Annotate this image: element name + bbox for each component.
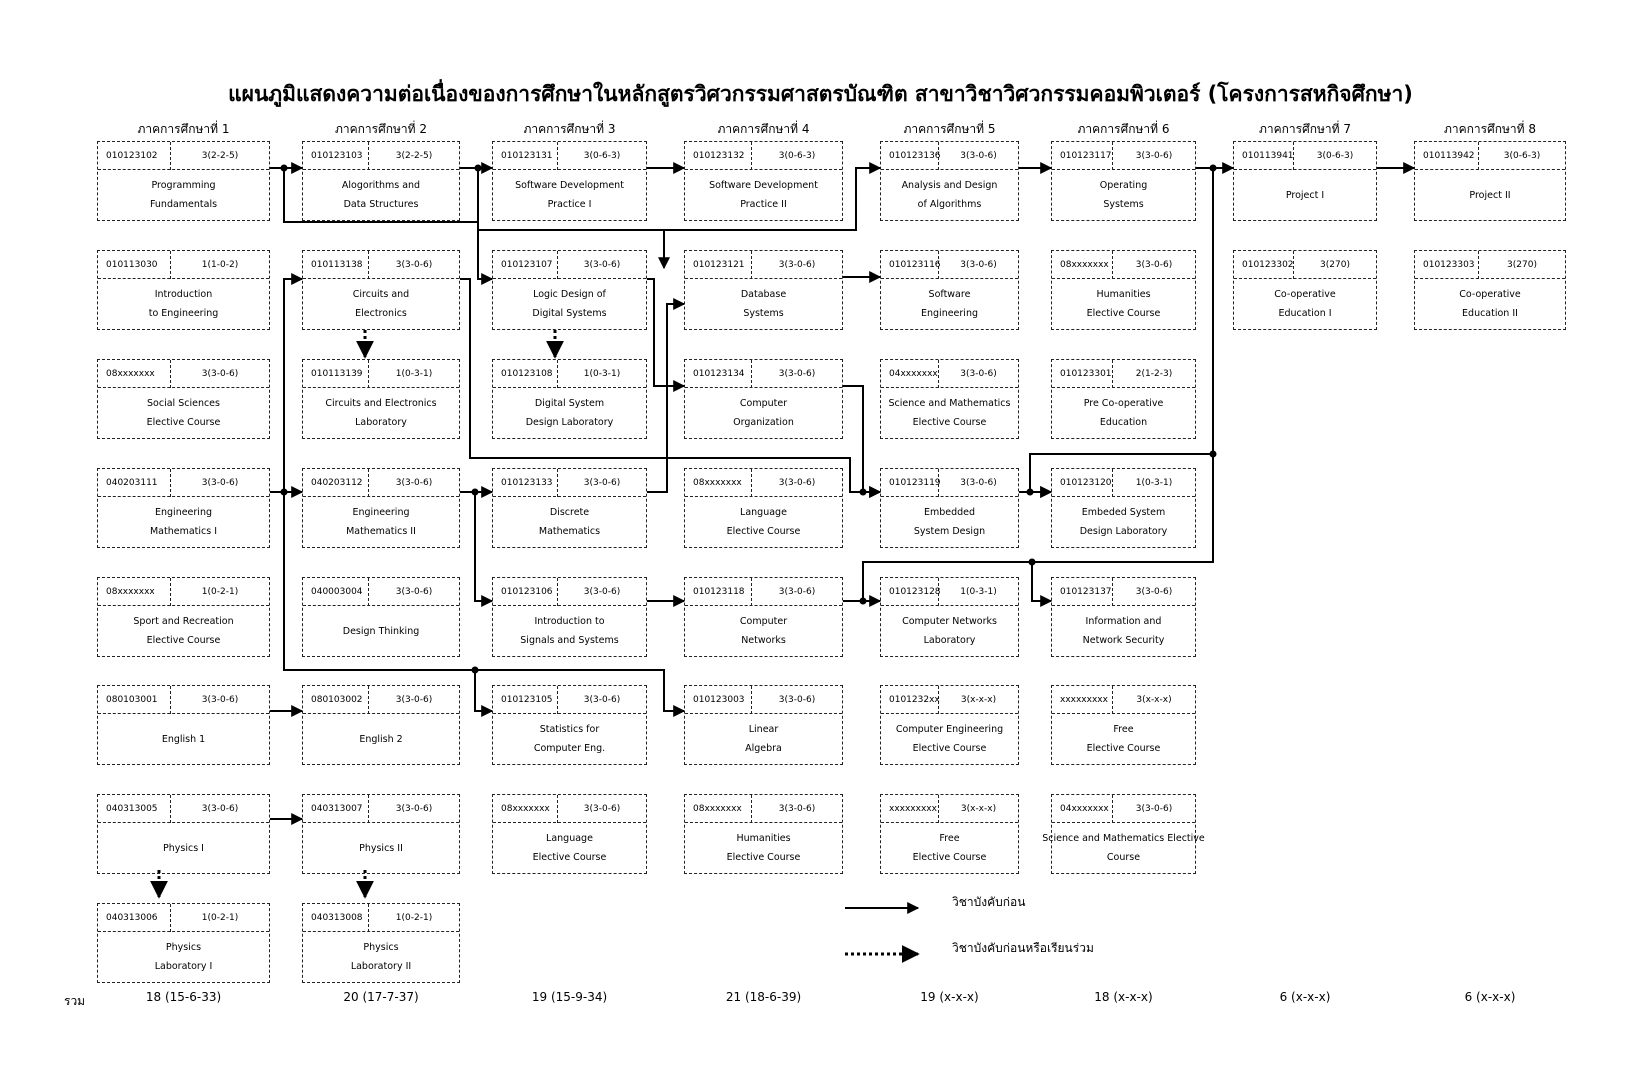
course-name-line: Laboratory xyxy=(923,635,976,646)
course-code: 0101232xx xyxy=(881,686,939,714)
course-name-line: Software Development xyxy=(515,180,624,191)
course-code: 040203111 xyxy=(98,469,171,497)
course-name-line: Co-operative xyxy=(1274,289,1336,300)
course-credits: 3(0-6-3) xyxy=(1316,151,1354,161)
junction-dot xyxy=(860,598,867,605)
course-name-line: Co-operative xyxy=(1459,289,1521,300)
course-credits: 3(3-0-6) xyxy=(960,260,997,270)
course-name-line: Free xyxy=(1113,724,1134,735)
course-code: 080103002 xyxy=(303,686,369,714)
course-credits: 3(3-0-6) xyxy=(395,804,433,814)
course-name-line: Signals and Systems xyxy=(520,635,619,646)
course-code: 010123134 xyxy=(685,360,752,388)
course-name-line: Elective Course xyxy=(146,417,221,428)
junction-dot xyxy=(1210,451,1217,458)
semester-total-1: 18 (15-6-33) xyxy=(145,990,222,1004)
arrow-org-to-embedded xyxy=(843,386,880,492)
junction-dot xyxy=(281,165,288,172)
course-name-line: Software Development xyxy=(709,180,818,191)
course-name-line: Alogorithms and xyxy=(341,180,421,191)
course-code: 08xxxxxxx xyxy=(685,469,752,497)
arrow-os-to-embedlab xyxy=(1030,168,1213,492)
course-name-line: Data Structures xyxy=(343,199,419,210)
course-name-line: Language xyxy=(546,833,593,844)
course-name-line: Elective Course xyxy=(912,852,987,863)
course-code: 080103001 xyxy=(98,686,171,714)
course-name-line: Linear xyxy=(748,724,779,735)
course-code: 010113138 xyxy=(303,251,369,279)
course-name-line: Network Security xyxy=(1082,635,1165,646)
course-code: xxxxxxxxx xyxy=(1052,686,1113,714)
course-name-line: Physics I xyxy=(163,842,204,854)
course-code: 010123131 xyxy=(493,142,558,170)
course-name-line: Practice II xyxy=(740,199,787,210)
course-credits: 1(0-2-1) xyxy=(395,913,433,923)
course-code: 040203112 xyxy=(303,469,369,497)
course-code: 010123128 xyxy=(881,578,939,606)
course-code: 010123108 xyxy=(493,360,558,388)
course-credits: 3(3-0-6) xyxy=(395,695,433,705)
course-code: 010123133 xyxy=(493,469,558,497)
course-name-line: Physics xyxy=(165,942,202,953)
course-credits: 1(0-2-1) xyxy=(201,587,239,597)
course-credits: 3(2-2-5) xyxy=(395,151,433,161)
course-code: 010123107 xyxy=(493,251,558,279)
course-code: 010113139 xyxy=(303,360,369,388)
semester-header-4: ภาคการศึกษาที่ 4 xyxy=(717,122,810,136)
course-credits: 1(0-3-1) xyxy=(583,369,621,379)
course-code: 040003004 xyxy=(303,578,369,606)
course-credits: 3(3-0-6) xyxy=(395,260,433,270)
course-credits: 3(0-6-3) xyxy=(1503,151,1541,161)
course-credits: 3(3-0-6) xyxy=(778,587,816,597)
course-code: 010123137 xyxy=(1052,578,1113,606)
junction-dot xyxy=(281,489,288,496)
course-credits: 3(3-0-6) xyxy=(960,478,997,488)
junction-dot xyxy=(1027,489,1034,496)
course-credits: 3(270) xyxy=(1320,260,1350,270)
course-credits: 3(x-x-x) xyxy=(960,695,997,705)
course-name-line: Digital System xyxy=(534,398,605,409)
totals-label: รวม xyxy=(64,994,86,1008)
course-code: 010123117 xyxy=(1052,142,1113,170)
course-code: 010113941 xyxy=(1234,142,1294,170)
course-credits: 3(0-6-3) xyxy=(583,151,621,161)
course-code: 010123302 xyxy=(1234,251,1294,279)
course-name-line: Elective Course xyxy=(726,852,801,863)
course-credits: 3(2-2-5) xyxy=(201,151,239,161)
course-credits: 3(3-0-6) xyxy=(201,804,239,814)
course-credits: 3(3-0-6) xyxy=(1135,804,1173,814)
course-credits: 3(0-6-3) xyxy=(778,151,816,161)
course-name-line: Introduction to xyxy=(534,616,605,627)
course-name-line: Laboratory xyxy=(355,417,407,428)
semester-total-4: 21 (18-6-39) xyxy=(725,990,802,1004)
course-name-line: Mathematics II xyxy=(346,526,416,537)
course-credits: 2(1-2-3) xyxy=(1135,369,1173,379)
course-code: 010123105 xyxy=(493,686,558,714)
course-name-line: Algebra xyxy=(745,743,782,754)
semester-header-3: ภาคการศึกษาที่ 3 xyxy=(523,122,616,136)
course-name-line: Project I xyxy=(1285,189,1325,201)
semester-header-6: ภาคการศึกษาที่ 6 xyxy=(1077,122,1170,136)
course-name-line: Mathematics xyxy=(538,526,601,537)
course-name-line: Course xyxy=(1106,852,1141,863)
course-credits: 3(3-0-6) xyxy=(395,587,433,597)
course-name-line: Logic Design of xyxy=(533,289,606,300)
course-code: 010123102 xyxy=(98,142,171,170)
course-code: 040313006 xyxy=(98,904,171,932)
course-name-line: Digital Systems xyxy=(532,308,607,319)
semester-header-2: ภาคการศึกษาที่ 2 xyxy=(334,122,427,136)
semester-total-6: 18 (x-x-x) xyxy=(1094,990,1153,1004)
course-name-line: Organization xyxy=(733,417,794,428)
course-credits: 3(3-0-6) xyxy=(201,369,239,379)
course-name-line: Computer xyxy=(739,616,788,627)
course-code: xxxxxxxxx xyxy=(881,795,939,823)
course-name-line: Mathematics I xyxy=(149,526,218,537)
course-name-line: Education I xyxy=(1278,308,1332,319)
arrow-os-to-infosec xyxy=(1032,454,1213,601)
arrow-em2-to-signals xyxy=(475,492,492,601)
course-code: 010113030 xyxy=(98,251,171,279)
course-code: 010123301 xyxy=(1052,360,1113,388)
course-credits: 3(3-0-6) xyxy=(583,695,621,705)
course-code: 04xxxxxxx xyxy=(881,360,939,388)
course-credits: 1(0-3-1) xyxy=(395,369,433,379)
course-name-line: Laboratory I xyxy=(154,961,213,972)
course-credits: 3(3-0-6) xyxy=(201,695,239,705)
course-name-line: Physics xyxy=(363,942,399,953)
course-name-line: Elective Course xyxy=(1086,308,1161,319)
course-code: 010113942 xyxy=(1415,142,1479,170)
course-code: 010123103 xyxy=(303,142,369,170)
semester-total-7: 6 (x-x-x) xyxy=(1279,990,1331,1004)
course-code: 010123116 xyxy=(881,251,939,279)
course-name-line: Education xyxy=(1099,417,1148,428)
arrow-sd2-to-analysis xyxy=(478,168,880,230)
junction-dot xyxy=(1029,559,1036,566)
course-code: 04xxxxxxx xyxy=(1052,795,1113,823)
arrow-netlab-branch xyxy=(863,562,1032,601)
course-name-line: Programming xyxy=(151,180,216,191)
course-name-line: Laboratory II xyxy=(350,961,412,972)
junction-dot xyxy=(472,667,479,674)
course-name-line: Database xyxy=(740,289,787,300)
course-credits: 3(3-0-6) xyxy=(583,260,621,270)
semester-total-3: 19 (15-9-34) xyxy=(531,990,608,1004)
legend-solid-label: วิชาบังคับก่อน xyxy=(952,895,1026,909)
course-name-line: Project II xyxy=(1469,189,1511,201)
junction-dot xyxy=(472,489,479,496)
course-name-line: Embeded System xyxy=(1081,507,1166,518)
course-name-line: Engineering xyxy=(155,507,212,518)
course-code: 040313007 xyxy=(303,795,369,823)
course-code: 010123121 xyxy=(685,251,752,279)
course-name-line: Embedded xyxy=(923,507,976,518)
course-name-line: System Design xyxy=(913,526,986,537)
course-code: 010123106 xyxy=(493,578,558,606)
course-name-line: Design Thinking xyxy=(342,625,420,637)
course-name-line: Computer Engineering xyxy=(895,724,1004,735)
course-name-line: Humanities xyxy=(1096,289,1151,300)
course-name-line: Fundamentals xyxy=(149,199,218,210)
course-name-line: Systems xyxy=(1103,199,1144,210)
course-name-line: English 1 xyxy=(161,733,206,745)
chart-title: แผนภูมิแสดงความต่อเนื่องของการศึกษาในหลักสูตรวิศวกรรมศาสตรบัณฑิต สาขาวิชาวิศวกรรมคอมพิวเตอร์ (โครงการสหกิจศึกษา) xyxy=(228,82,1413,106)
course-code: 08xxxxxxx xyxy=(1052,251,1113,279)
course-code: 040313008 xyxy=(303,904,369,932)
course-credits: 3(3-0-6) xyxy=(960,369,997,379)
course-name-line: Social Sciences xyxy=(147,398,220,409)
course-credits: 3(3-0-6) xyxy=(1135,587,1173,597)
course-name-line: Analysis and Design xyxy=(901,180,998,191)
semester-total-8: 6 (x-x-x) xyxy=(1464,990,1516,1004)
semester-header-5: ภาคการศึกษาที่ 5 xyxy=(903,122,996,136)
course-code: 010123118 xyxy=(685,578,752,606)
course-credits: 3(3-0-6) xyxy=(778,478,816,488)
course-name-line: Elective Course xyxy=(146,635,221,646)
course-name-line: to Engineering xyxy=(148,308,219,319)
course-credits: 3(3-0-6) xyxy=(1135,151,1173,161)
course-name-line: Elective Course xyxy=(532,852,607,863)
course-code: 010123120 xyxy=(1052,469,1113,497)
junction-dot xyxy=(1210,165,1217,172)
junction-dot xyxy=(475,165,482,172)
course-credits: 3(3-0-6) xyxy=(583,587,621,597)
course-code: 010123136 xyxy=(881,142,939,170)
course-credits: 3(x-x-x) xyxy=(1136,695,1172,705)
course-code: 010123303 xyxy=(1415,251,1479,279)
course-credits: 3(3-0-6) xyxy=(201,478,239,488)
course-name-line: Free xyxy=(939,833,960,844)
course-name-line: Statistics for xyxy=(539,724,600,735)
course-name-line: Design Laboratory xyxy=(1079,526,1168,537)
course-name-line: English 2 xyxy=(359,733,403,745)
semester-header-7: ภาคการศึกษาที่ 7 xyxy=(1258,122,1351,136)
course-credits: 1(0-3-1) xyxy=(1135,478,1173,488)
course-name-line: Engineering xyxy=(921,308,978,319)
arrow-discrete-to-db xyxy=(647,304,684,492)
course-credits: 1(1-0-2) xyxy=(201,260,239,270)
course-name-line: Elective Course xyxy=(912,743,987,754)
course-name-line: Pre Co-operative xyxy=(1083,398,1164,409)
course-credits: 3(3-0-6) xyxy=(778,695,816,705)
course-name-line: Engineering xyxy=(352,507,410,518)
course-code: 08xxxxxxx xyxy=(685,795,752,823)
course-name-line: Practice I xyxy=(547,199,592,210)
course-credits: 3(x-x-x) xyxy=(960,804,997,814)
course-name-line: Networks xyxy=(741,635,786,646)
course-name-line: Computer xyxy=(739,398,788,409)
course-credits: 3(3-0-6) xyxy=(583,478,621,488)
course-credits: 1(0-3-1) xyxy=(960,587,997,597)
course-name-line: Language xyxy=(740,507,787,518)
course-credits: 1(0-2-1) xyxy=(201,913,239,923)
course-name-line: Information and xyxy=(1085,616,1162,627)
course-name-line: Introduction xyxy=(154,289,213,300)
course-name-line: Elective Course xyxy=(1086,743,1161,754)
course-name-line: Design Laboratory xyxy=(525,417,614,428)
course-name-line: Electronics xyxy=(355,308,407,319)
course-name-line: Computer Networks xyxy=(902,616,997,627)
course-credits: 3(3-0-6) xyxy=(778,369,816,379)
course-name-line: Science and Mathematics xyxy=(888,398,1011,409)
course-name-line: Elective Course xyxy=(912,417,987,428)
course-name-line: Discrete xyxy=(549,507,590,518)
course-name-line: Science and Mathematics Elective xyxy=(1042,833,1205,844)
course-name-line: Education II xyxy=(1462,308,1518,319)
course-credits: 3(3-0-6) xyxy=(778,804,816,814)
arrow-logic-to-org xyxy=(647,279,684,386)
course-name-line: Circuits and Electronics xyxy=(325,398,437,409)
course-code: 08xxxxxxx xyxy=(98,360,171,388)
course-name-line: Software xyxy=(928,289,971,300)
course-credits: 3(3-0-6) xyxy=(1135,260,1173,270)
course-name-line: Physics II xyxy=(359,842,403,854)
course-name-line: Sport and Recreation xyxy=(133,616,234,627)
course-code: 08xxxxxxx xyxy=(493,795,558,823)
course-code: 010123003 xyxy=(685,686,752,714)
semester-header-1: ภาคการศึกษาที่ 1 xyxy=(137,122,230,136)
course-name-line: Humanities xyxy=(736,833,791,844)
course-name-line: Circuits and xyxy=(352,289,410,300)
course-name-line: of Algorithms xyxy=(917,199,982,210)
course-credits: 3(270) xyxy=(1507,260,1537,270)
arrow-trunk-to-circuits xyxy=(284,279,302,492)
course-credits: 3(3-0-6) xyxy=(778,260,816,270)
course-credits: 3(3-0-6) xyxy=(583,804,621,814)
arrow-algo-to-db xyxy=(478,168,664,268)
course-credits: 3(3-0-6) xyxy=(395,478,433,488)
semester-total-5: 19 (x-x-x) xyxy=(920,990,979,1004)
course-name-line: Computer Eng. xyxy=(533,743,606,754)
course-code: 010123132 xyxy=(685,142,752,170)
course-name-line: Operating xyxy=(1099,180,1148,191)
course-credits: 3(3-0-6) xyxy=(960,151,997,161)
junction-dot xyxy=(860,489,867,496)
course-name-line: Systems xyxy=(743,308,784,319)
course-code: 08xxxxxxx xyxy=(98,578,171,606)
arrow-trunk-to-stats xyxy=(475,670,492,711)
semester-header-8: ภาคการศึกษาที่ 8 xyxy=(1443,122,1536,136)
semester-total-2: 20 (17-7-37) xyxy=(343,990,419,1004)
course-code: 010123119 xyxy=(881,469,939,497)
course-code: 040313005 xyxy=(98,795,171,823)
arrow-prog-to-logic xyxy=(284,168,492,279)
course-name-line: Elective Course xyxy=(726,526,801,537)
legend-dotted-label: วิชาบังคับก่อนหรือเรียนร่วม xyxy=(952,941,1094,955)
